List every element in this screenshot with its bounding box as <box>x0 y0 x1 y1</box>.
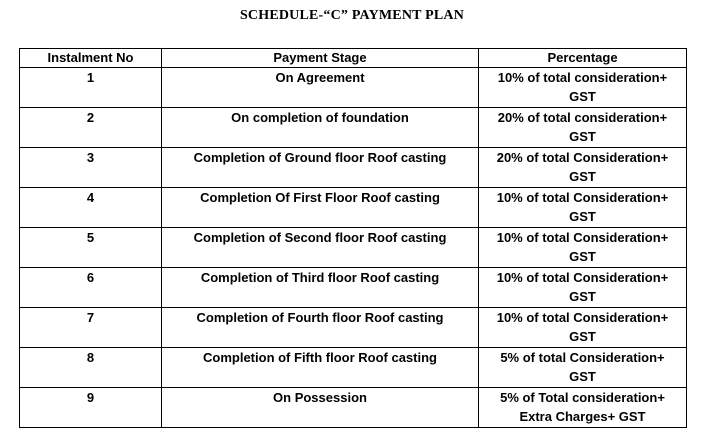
payment-stage-cell: Completion of Fifth floor Roof casting <box>162 348 479 388</box>
table-row <box>20 148 687 188</box>
instalment-no-cell: 7 <box>20 308 162 348</box>
payment-stage-cell: On completion of foundation <box>162 108 479 148</box>
header-row <box>20 49 687 68</box>
header-payment-stage: Payment Stage <box>162 49 479 68</box>
header-instalment-no: Instalment No <box>20 49 162 68</box>
percentage-cell <box>479 228 687 268</box>
payment-stage-cell: Completion of Third floor Roof casting <box>162 268 479 308</box>
payment-stage-cell: Completion of Ground floor Roof casting <box>162 148 479 188</box>
percentage-line-1: 10% of total Consideration+ <box>496 190 669 205</box>
percentage-line-2: GST <box>569 369 596 384</box>
table-body <box>20 68 687 428</box>
percentage-cell <box>479 148 687 188</box>
instalment-no-cell: 9 <box>20 388 162 428</box>
instalment-no-cell: 2 <box>20 108 162 148</box>
percentage-line-1: 20% of total Consideration+ <box>496 150 669 165</box>
percentage-cell <box>479 188 687 228</box>
percentage-line-1: 10% of total Consideration+ <box>496 230 669 245</box>
percentage-line-1: 20% of total consideration+ <box>497 110 668 125</box>
header-percentage: Percentage <box>479 49 687 68</box>
table-row <box>20 228 687 268</box>
percentage-line-2: GST <box>569 289 596 304</box>
table-header <box>20 49 687 68</box>
payment-stage-cell: Completion Of First Floor Roof casting <box>162 188 479 228</box>
table-row <box>20 108 687 148</box>
instalment-no-cell: 4 <box>20 188 162 228</box>
percentage-line-1: 10% of total Consideration+ <box>496 310 669 325</box>
instalment-no-cell: 8 <box>20 348 162 388</box>
percentage-line-1: 10% of total consideration+ <box>497 70 668 85</box>
table-row <box>20 68 687 108</box>
payment-stage-cell: On Possession <box>162 388 479 428</box>
percentage-line-2: GST <box>569 329 596 344</box>
percentage-line-1: 5% of total Consideration+ <box>500 350 665 365</box>
percentage-cell <box>479 268 687 308</box>
percentage-line-2: GST <box>569 169 596 184</box>
table-row <box>20 268 687 308</box>
payment-plan-table <box>19 48 687 428</box>
percentage-line-2: GST <box>569 89 596 104</box>
percentage-cell <box>479 308 687 348</box>
page-title: SCHEDULE-“C” PAYMENT PLAN <box>239 8 465 23</box>
percentage-cell <box>479 388 687 428</box>
payment-stage-cell: Completion of Second floor Roof casting <box>162 228 479 268</box>
percentage-line-2: GST <box>569 249 596 264</box>
table-row <box>20 348 687 388</box>
percentage-cell <box>479 348 687 388</box>
instalment-no-cell: 1 <box>20 68 162 108</box>
percentage-line-1: 5% of Total consideration+ <box>500 390 665 405</box>
percentage-cell <box>479 108 687 148</box>
table-row <box>20 188 687 228</box>
table-row <box>20 388 687 428</box>
payment-stage-cell: Completion of Fourth floor Roof casting <box>162 308 479 348</box>
percentage-line-1: 10% of total Consideration+ <box>496 270 669 285</box>
payment-stage-cell: On Agreement <box>162 68 479 108</box>
percentage-line-2: Extra Charges+ GST <box>519 409 646 424</box>
percentage-cell <box>479 68 687 108</box>
percentage-line-2: GST <box>569 209 596 224</box>
table-row <box>20 308 687 348</box>
instalment-no-cell: 3 <box>20 148 162 188</box>
instalment-no-cell: 6 <box>20 268 162 308</box>
instalment-no-cell: 5 <box>20 228 162 268</box>
percentage-line-2: GST <box>569 129 596 144</box>
